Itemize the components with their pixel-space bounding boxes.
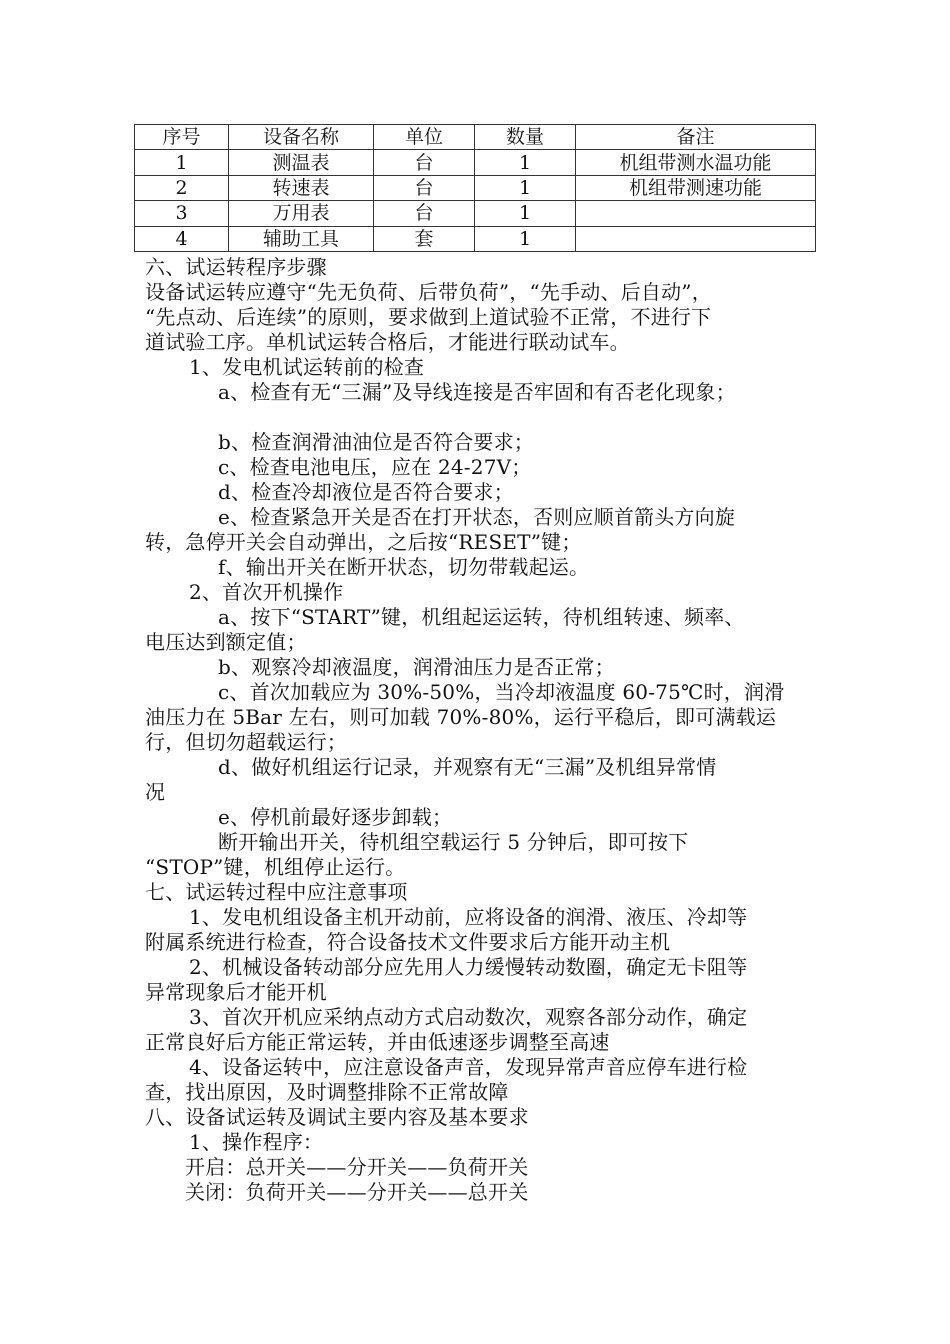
table-cell: 辅助工具 xyxy=(229,226,374,251)
subsection-heading: 1、发电机试运转前的检查 xyxy=(189,355,425,379)
list-item-continuation: 正常良好后方能正常运转，并由低速逐步调整至高速 xyxy=(145,1030,610,1054)
paragraph-line: 开启：总开关——分开关——负荷开关 xyxy=(185,1155,529,1179)
table-cell: 转速表 xyxy=(229,175,374,200)
table-cell: 1 xyxy=(475,150,576,175)
list-item: d、检查冷却液位是否符合要求； xyxy=(218,480,514,504)
list-item-continuation: “STOP”键，机组停止运行。 xyxy=(145,855,406,879)
list-item-continuation: 电压达到额定值； xyxy=(145,630,307,654)
section-heading: 六、试运转程序步骤 xyxy=(145,255,327,279)
table-row xyxy=(135,150,816,175)
list-item: 断开输出开关，待机组空载运行 5 分钟后，即可按下 xyxy=(218,830,689,854)
table-cell: 1 xyxy=(135,150,229,175)
table-cell: 万用表 xyxy=(229,201,374,226)
paragraph-line: 道试验工序。单机试运转合格后，才能进行联动试车。 xyxy=(145,330,630,354)
table-cell xyxy=(576,226,816,251)
table-cell: 1 xyxy=(475,201,576,226)
table-header-cell: 备注 xyxy=(576,125,816,150)
table-header-cell: 数量 xyxy=(475,125,576,150)
table-cell: 4 xyxy=(135,226,229,251)
section-heading: 七、试运转过程中应注意事项 xyxy=(145,880,408,904)
table-cell: 2 xyxy=(135,175,229,200)
list-item: a、按下“START”键，机组起运运转，待机组转速、频率、 xyxy=(218,605,745,629)
list-item: c、检查电池电压，应在 24-27V； xyxy=(218,455,532,479)
list-item: d、做好机组运行记录，并观察有无“三漏”及机组异常情 xyxy=(218,755,717,779)
list-item: a、检查有无“三漏”及导线连接是否牢固和有否老化现象； xyxy=(218,380,736,404)
list-item-continuation: 查，找出原因，及时调整排除不正常故障 xyxy=(145,1080,509,1104)
list-item-continuation: 转，急停开关会自动弹出，之后按“RESET”键； xyxy=(145,530,582,554)
list-item-continuation: 行，但切勿超载运行； xyxy=(145,730,347,754)
list-item: f、输出开关在断开状态，切勿带载起运。 xyxy=(218,555,590,579)
section-heading: 八、设备试运转及调试主要内容及基本要求 xyxy=(145,1105,529,1129)
table-cell: 1 xyxy=(475,226,576,251)
table-row xyxy=(135,175,816,200)
table-header-cell: 序号 xyxy=(135,125,229,150)
paragraph-line: 设备试运转应遵守“先无负荷、后带负荷”，“先手动、后自动”， xyxy=(145,280,712,304)
subsection-heading: 1、操作程序： xyxy=(189,1130,324,1154)
list-item-continuation: 异常现象后才能开机 xyxy=(145,980,327,1004)
list-item: b、观察冷却液温度，润滑油压力是否正常； xyxy=(218,655,615,679)
list-item: 4、设备运转中，应注意设备声音，发现异常声音应停车进行检 xyxy=(189,1055,748,1079)
list-item: 1、发电机组设备主机开动前，应将设备的润滑、液压、冷却等 xyxy=(189,905,748,929)
table-cell: 台 xyxy=(374,175,475,200)
table-cell: 机组带测速功能 xyxy=(576,175,816,200)
table-cell: 机组带测水温功能 xyxy=(576,150,816,175)
table-header-cell: 单位 xyxy=(374,125,475,150)
list-item-continuation: 附属系统进行检查，符合设备技术文件要求后方能开动主机 xyxy=(145,930,671,954)
list-item-continuation: 油压力在 5Bar 左右，则可加载 70%-80%，运行平稳后，即可满载运 xyxy=(145,705,777,729)
equipment-table xyxy=(134,124,816,252)
list-item: 2、机械设备转动部分应先用人力缓慢转动数圈，确定无卡阻等 xyxy=(189,955,748,979)
paragraph-line: “先点动、后连续”的原则，要求做到上道试验不正常，不进行下 xyxy=(145,305,712,329)
list-item: e、检查紧急开关是否在打开状态，否则应顺首箭头方向旋 xyxy=(218,505,736,529)
list-item: b、检查润滑油油位是否符合要求； xyxy=(218,430,535,454)
table-header-cell: 设备名称 xyxy=(229,125,374,150)
table-cell: 测温表 xyxy=(229,150,374,175)
subsection-heading: 2、首次开机操作 xyxy=(189,580,344,604)
list-item: 3、首次开机应采纳点动方式启动数次，观察各部分动作，确定 xyxy=(189,1005,748,1029)
list-item-continuation: 况 xyxy=(145,780,166,804)
paragraph-line: 关闭：负荷开关——分开关——总开关 xyxy=(185,1180,529,1204)
list-item: c、首次加载应为 30%-50%，当冷却液温度 60-75℃时，润滑 xyxy=(218,680,785,704)
table-header-row xyxy=(135,125,816,150)
table-cell xyxy=(576,201,816,226)
table-cell: 套 xyxy=(374,226,475,251)
table-row xyxy=(135,226,816,251)
table-cell: 3 xyxy=(135,201,229,226)
table-cell: 台 xyxy=(374,201,475,226)
list-item: e、停机前最好逐步卸载； xyxy=(218,805,453,829)
table-cell: 台 xyxy=(374,150,475,175)
table-cell: 1 xyxy=(475,175,576,200)
table-row xyxy=(135,201,816,226)
